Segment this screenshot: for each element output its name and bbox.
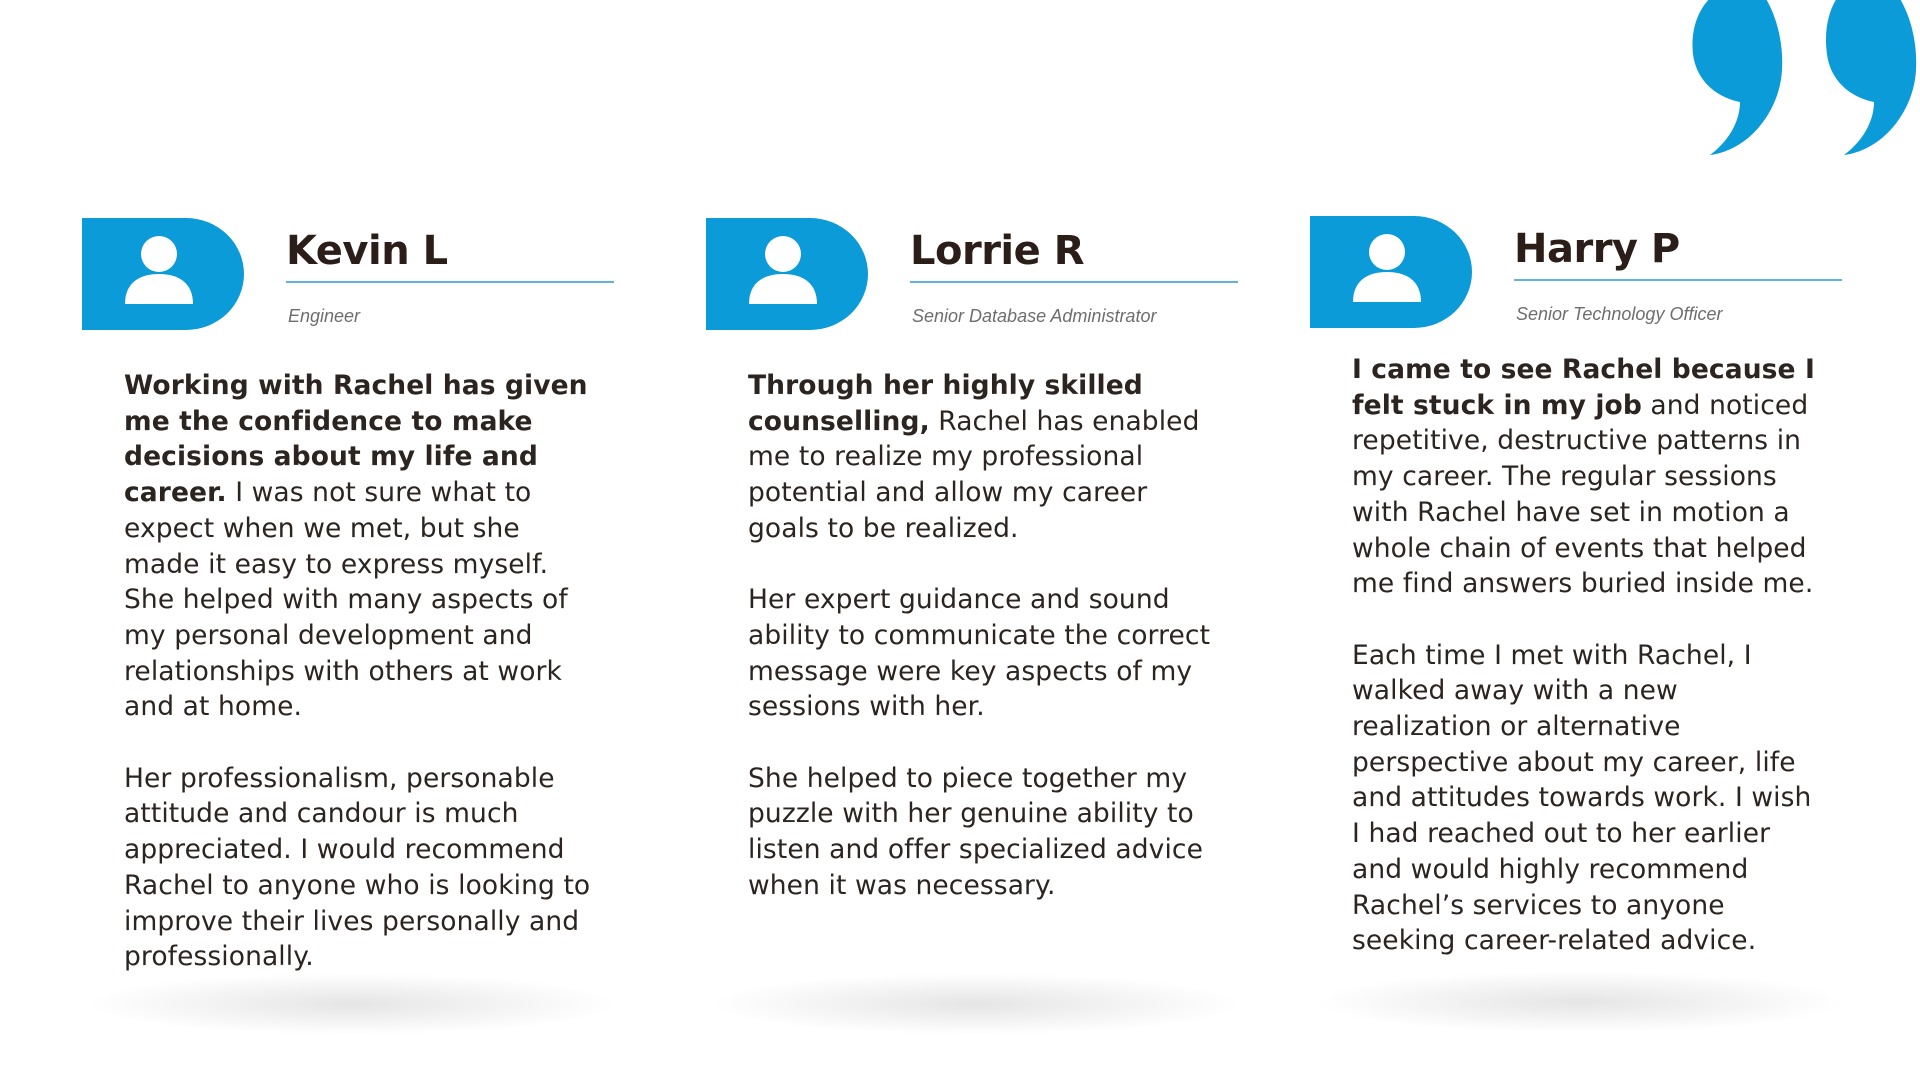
reviewer-name: Kevin L: [286, 228, 448, 274]
closing-quote-icon: [1660, 0, 1920, 160]
testimonial-card: [706, 214, 1266, 1034]
paragraph-text: and noticed repetitive, destructive patterns in my career. The regular sessions with Rachel have set in motion a whole chain of events that helped me find answers buried inside me.: [1352, 389, 1814, 600]
paragraph: Her professionalism, personable attitude and candour is much appreciated. I would recommend Rachel to anyone who is looking to improve their lives personally and professionally.: [124, 762, 591, 973]
paragraph-text: I was not sure what to expect when we met, but she made it easy to express myself. She helped with many aspects of my personal development and relationships with others at work and at home.: [124, 477, 568, 723]
testimonial-card: [82, 214, 642, 1034]
testimonial-text: [1352, 352, 1822, 959]
paragraph: Each time I met with Rachel, I walked away with a new realization or alternative perspective about my career, life and attitudes towards work. I wish I had reached out to her earlier and would highly recommend Rachel’s services to anyone seeking career-related advice.: [1352, 639, 1812, 957]
reviewer-name: Harry P: [1514, 226, 1680, 272]
highlight-text: Through her highly skilled counselling,: [748, 370, 1143, 437]
paragraph: She helped to piece together my puzzle with her genuine ability to listen and offer specialized advice when it was necessary.: [748, 762, 1203, 901]
paragraph: [748, 368, 1218, 547]
paragraph: Her expert guidance and sound ability to communicate the correct message were key aspects of my sessions with her.: [748, 584, 1211, 723]
testimonial-text: [748, 368, 1218, 904]
card-shadow: [92, 974, 612, 1034]
reviewer-name: Lorrie R: [910, 228, 1084, 274]
testimonial-card: [1310, 212, 1870, 1032]
card-shadow: [1320, 972, 1840, 1032]
reviewer-role: Senior Database Administrator: [912, 306, 1157, 326]
paragraph-text: Rachel has enabled me to realize my professional potential and allow my career goals to be realized.: [748, 405, 1200, 544]
reviewer-role: Engineer: [288, 306, 361, 326]
testimonial-text: [124, 368, 594, 975]
paragraph: [1352, 352, 1822, 602]
card-shadow: [716, 974, 1236, 1034]
reviewer-role: Senior Technology Officer: [1516, 304, 1723, 324]
name-divider: [1514, 279, 1842, 281]
name-divider: [910, 281, 1238, 283]
highlight-text: Working with Rachel has given me the confidence to make decisions about my life and career.: [124, 370, 588, 509]
user-icon: [706, 218, 868, 330]
name-divider: [286, 281, 614, 283]
highlight-text: I came to see Rachel because I felt stuck in my job: [1352, 354, 1815, 421]
user-icon: [1310, 216, 1472, 328]
paragraph: [124, 368, 594, 725]
user-icon: [82, 218, 244, 330]
